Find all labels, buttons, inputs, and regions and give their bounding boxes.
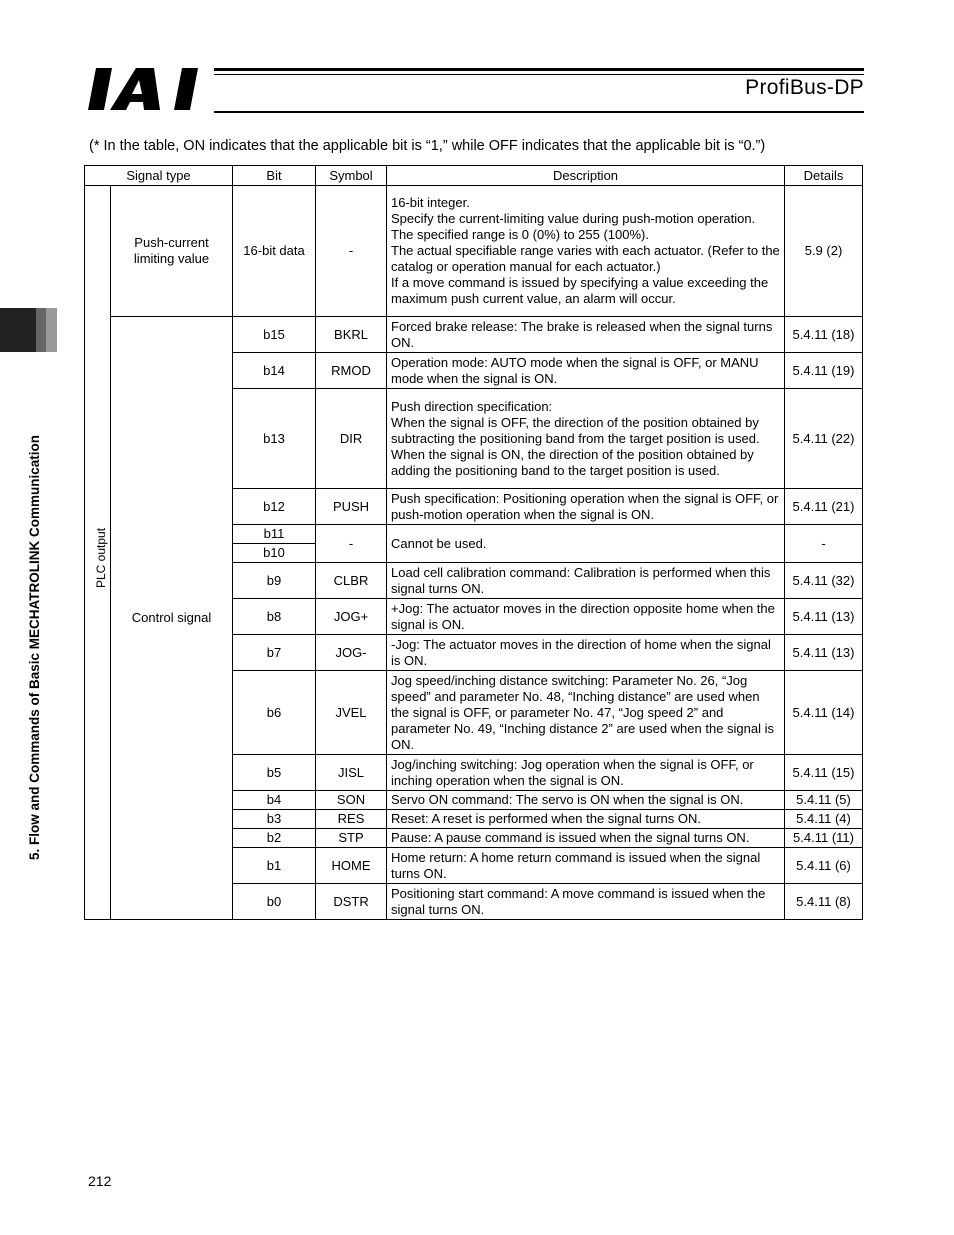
table-header-row	[85, 166, 863, 186]
symbol-cell: JOG-	[316, 635, 387, 671]
bit-cell: b0	[233, 884, 316, 920]
details-cell: 5.4.11 (4)	[785, 810, 863, 829]
page-number: 212	[88, 1173, 112, 1189]
header-bit: Bit	[233, 166, 316, 186]
table-note: (* In the table, ON indicates that the applicable bit is “1,” while OFF indicates that the applicable bit is “0.”)	[89, 138, 766, 154]
bit-cell: b3	[233, 810, 316, 829]
description-cell: +Jog: The actuator moves in the direction opposite home when the signal is ON.	[387, 599, 785, 635]
details-cell: 5.4.11 (8)	[785, 884, 863, 920]
details-cell: 5.4.11 (21)	[785, 489, 863, 525]
symbol-cell: CLBR	[316, 563, 387, 599]
description-cell: Jog speed/inching distance switching: Parameter No. 26, “Jog speed” and parameter No. 48, “Inching distance” are used when the signal is OFF, or parameter No. 47, “Jog speed 2” and parameter No. 49, “Inching distance 2” are used when the signal is ON.	[387, 671, 785, 755]
bit-cell: b14	[233, 353, 316, 389]
header-rule-thin	[214, 74, 864, 75]
symbol-cell: STP	[316, 829, 387, 848]
table-row	[85, 317, 863, 353]
bit-cell: b9	[233, 563, 316, 599]
bit-cell: b13	[233, 389, 316, 489]
header-rule-bottom	[214, 111, 864, 113]
description-cell: Forced brake release: The brake is released when the signal turns ON.	[387, 317, 785, 353]
symbol-cell: HOME	[316, 848, 387, 884]
details-cell: 5.4.11 (15)	[785, 755, 863, 791]
description-cell: Pause: A pause command is issued when the signal turns ON.	[387, 829, 785, 848]
header-signal-type: Signal type	[85, 166, 233, 186]
signal-table	[84, 165, 863, 920]
details-cell: 5.9 (2)	[785, 186, 863, 317]
bit-cell: 16-bit data	[233, 186, 316, 317]
details-cell: 5.4.11 (32)	[785, 563, 863, 599]
bit-cell: b10	[233, 544, 316, 563]
bit-cell: b7	[233, 635, 316, 671]
symbol-cell: -	[316, 525, 387, 563]
chapter-tab-shade-light	[46, 308, 57, 352]
header-rule-thick	[214, 68, 864, 71]
details-cell: 5.4.11 (5)	[785, 791, 863, 810]
description-cell: Push direction specification: When the signal is OFF, the direction of the position obtained by subtracting the positioning band from the target position is used. When the signal is ON, the direction of the position obtained by adding the positioning band to the target position is used.	[387, 389, 785, 489]
bit-cell: b15	[233, 317, 316, 353]
details-cell: 5.4.11 (11)	[785, 829, 863, 848]
symbol-cell: -	[316, 186, 387, 317]
description-cell: Push specification: Positioning operation when the signal is OFF, or push-motion operation when the signal is ON.	[387, 489, 785, 525]
bit-cell: b12	[233, 489, 316, 525]
symbol-cell: JVEL	[316, 671, 387, 755]
brand-label: ProfiBus-DP	[745, 76, 864, 99]
bit-cell: b11	[233, 525, 316, 544]
details-cell: 5.4.11 (19)	[785, 353, 863, 389]
group-label: PLC output	[94, 527, 108, 588]
details-cell: -	[785, 525, 863, 563]
symbol-cell: BKRL	[316, 317, 387, 353]
description-cell: -Jog: The actuator moves in the direction of home when the signal is ON.	[387, 635, 785, 671]
control-signal-cell: Control signal	[111, 317, 233, 920]
description-cell: 16-bit integer. Specify the current-limiting value during push-motion operation. The specified range is 0 (0%) to 255 (100%). The actual specifiable range varies with each actuator. (Refer to the catalog or operation manual for each actuator.) If a move command is issued by specifying a value exceeding the maximum push current value, an alarm will occur.	[387, 186, 785, 317]
bit-cell: b1	[233, 848, 316, 884]
description-cell: Jog/inching switching: Jog operation when the signal is OFF, or inching operation when the signal is ON.	[387, 755, 785, 791]
description-cell: Load cell calibration command: Calibration is performed when this signal turns ON.	[387, 563, 785, 599]
details-cell: 5.4.11 (6)	[785, 848, 863, 884]
symbol-cell: JISL	[316, 755, 387, 791]
description-cell: Cannot be used.	[387, 525, 785, 563]
iai-logo	[88, 66, 208, 112]
bit-cell: b6	[233, 671, 316, 755]
header-symbol: Symbol	[316, 166, 387, 186]
description-cell: Home return: A home return command is issued when the signal turns ON.	[387, 848, 785, 884]
details-cell: 5.4.11 (18)	[785, 317, 863, 353]
symbol-cell: DSTR	[316, 884, 387, 920]
symbol-cell: JOG+	[316, 599, 387, 635]
group-cell	[85, 186, 111, 920]
chapter-tab	[0, 308, 36, 352]
description-cell: Operation mode: AUTO mode when the signal is OFF, or MANU mode when the signal is ON.	[387, 353, 785, 389]
signal-type-cell: Push-current limiting value	[111, 186, 233, 317]
details-cell: 5.4.11 (22)	[785, 389, 863, 489]
bit-cell: b2	[233, 829, 316, 848]
chapter-tab-shade	[36, 308, 46, 352]
bit-cell: b4	[233, 791, 316, 810]
table-row	[85, 186, 863, 317]
symbol-cell: PUSH	[316, 489, 387, 525]
header-description: Description	[387, 166, 785, 186]
bit-cell: b8	[233, 599, 316, 635]
details-cell: 5.4.11 (14)	[785, 671, 863, 755]
header-details: Details	[785, 166, 863, 186]
chapter-side-label: 5. Flow and Commands of Basic MECHATROLINK Communication	[27, 434, 42, 860]
description-cell: Reset: A reset is performed when the signal turns ON.	[387, 810, 785, 829]
description-cell: Positioning start command: A move command is issued when the signal turns ON.	[387, 884, 785, 920]
description-cell: Servo ON command: The servo is ON when the signal is ON.	[387, 791, 785, 810]
symbol-cell: RES	[316, 810, 387, 829]
details-cell: 5.4.11 (13)	[785, 635, 863, 671]
symbol-cell: SON	[316, 791, 387, 810]
symbol-cell: RMOD	[316, 353, 387, 389]
details-cell: 5.4.11 (13)	[785, 599, 863, 635]
bit-cell: b5	[233, 755, 316, 791]
symbol-cell: DIR	[316, 389, 387, 489]
